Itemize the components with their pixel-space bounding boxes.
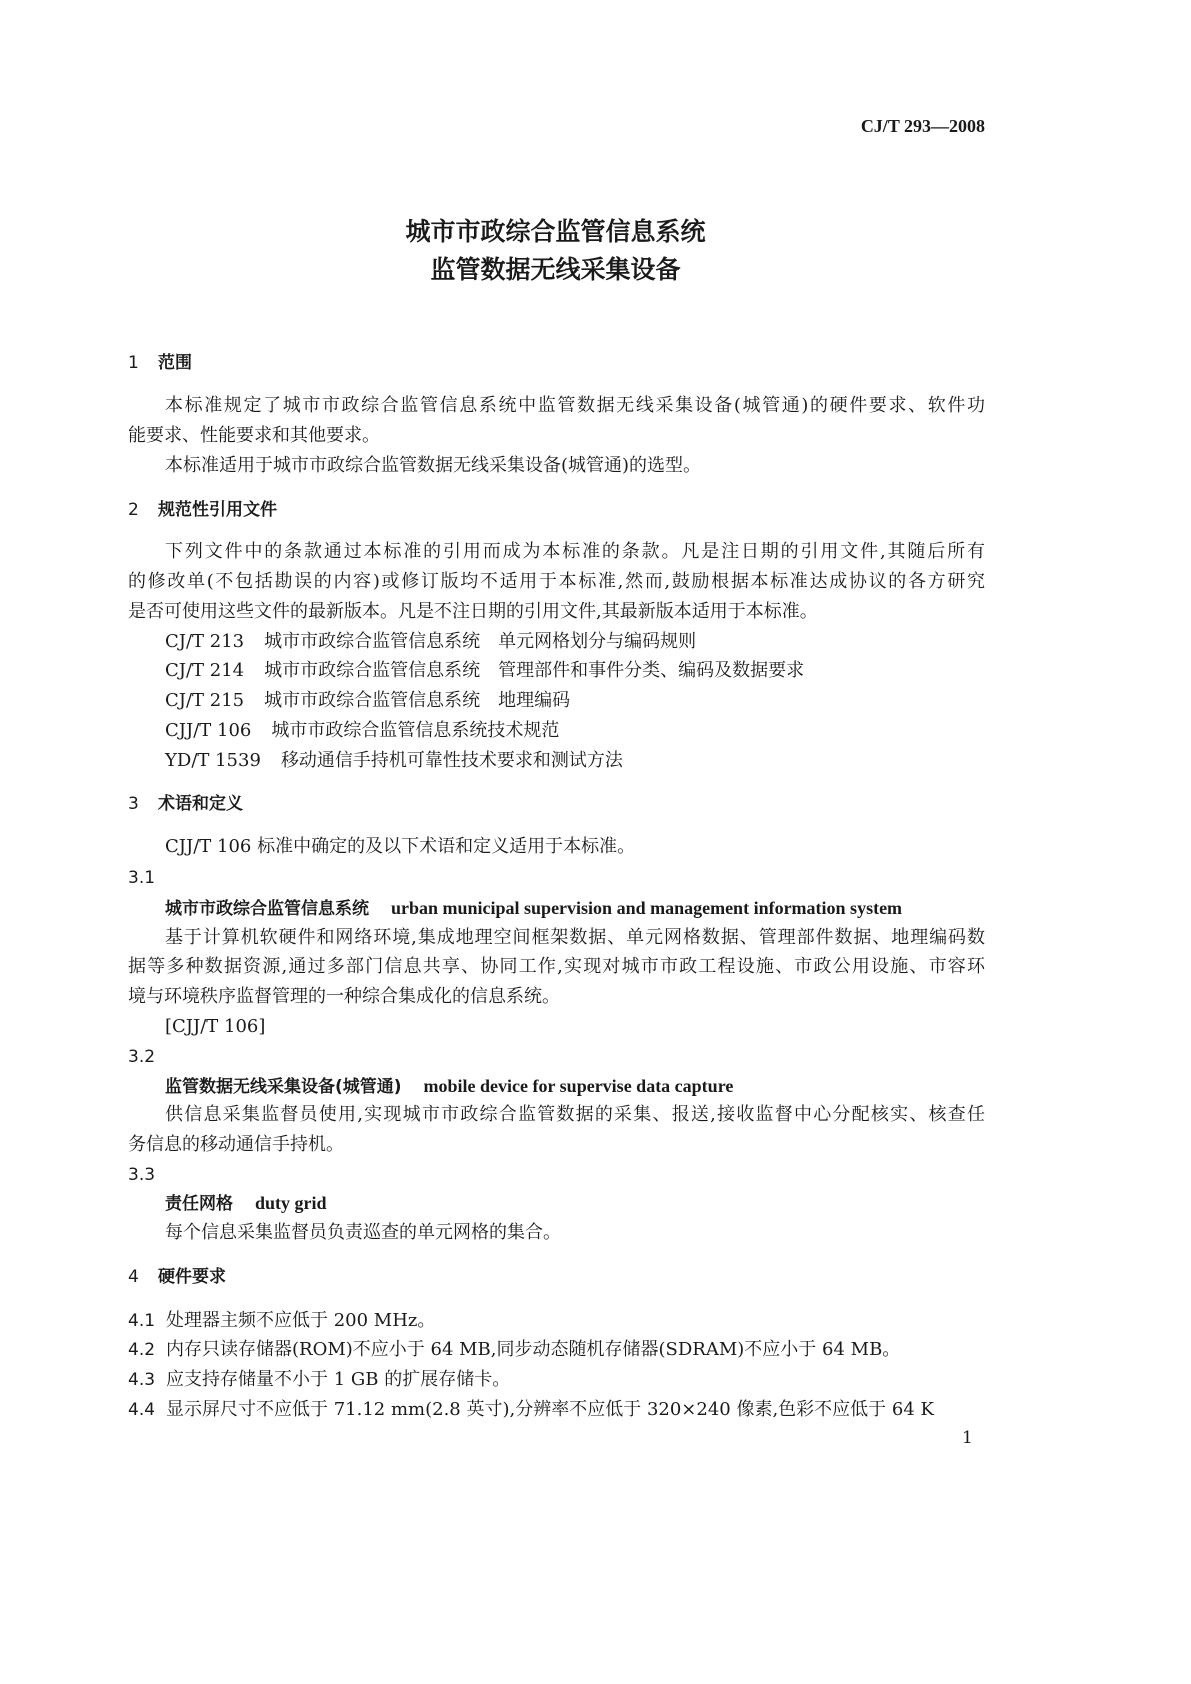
reference-item: [165, 657, 804, 685]
section-number: 1: [128, 353, 139, 373]
clause: [128, 1396, 934, 1424]
section-number: 3: [128, 794, 139, 814]
reference-title: 城市市政综合监管信息系统 单元网格划分与编码规则: [264, 631, 697, 652]
term-chinese: 责任网格: [165, 1194, 233, 1214]
reference-title: 城市市政综合监管信息系统 管理部件和事件分类、编码及数据要求: [264, 660, 805, 681]
document-title-line1: 城市市政综合监管信息系统: [405, 217, 706, 246]
paragraph-line: 的修改单(不包括勘误的内容)或修订版均不适用于本标准,然而,鼓励根据本标准达成协议的各方研究: [128, 571, 985, 592]
definition-line: 据等多种数据资源,通过多部门信息共享、协同工作,实现对城市市政工程设施、市政公用设施、市容环: [128, 956, 985, 977]
reference-item: [165, 717, 559, 745]
reference-item: [165, 747, 623, 775]
section-title: 术语和定义: [158, 794, 243, 814]
reference-title: 移动通信手持机可靠性技术要求和测试方法: [280, 750, 623, 771]
term-heading: [165, 894, 902, 923]
paragraph-line: 本标准规定了城市市政综合监管信息系统中监管数据无线采集设备(城管通)的硬件要求、软件功: [165, 395, 985, 416]
section-title: 范围: [158, 353, 192, 373]
reference-code: CJ/T 215: [165, 690, 245, 711]
section-2-heading: [128, 496, 277, 524]
reference-title: 城市市政综合监管信息系统 地理编码: [264, 690, 571, 711]
reference-title: 城市市政综合监管信息系统技术规范: [271, 720, 560, 741]
term-english: urban municipal supervision and management information system: [391, 898, 903, 918]
paragraph-line: 是否可使用这些文件的最新版本。凡是不注日期的引用文件,其最新版本适用于本标准。: [128, 601, 818, 622]
term-source: [CJJ/T 106]: [165, 1016, 266, 1037]
term-heading: [165, 1189, 327, 1218]
reference-code: YD/T 1539: [165, 750, 261, 771]
section-title: 硬件要求: [158, 1267, 226, 1287]
clause: [128, 1336, 900, 1364]
standard-number: CJ/T 293—2008: [860, 116, 985, 136]
reference-code: CJJ/T 106: [165, 720, 252, 741]
term-number: 3.2: [128, 1047, 156, 1067]
clause-number: 4.4: [128, 1400, 156, 1420]
section-number: 2: [128, 500, 139, 520]
section-number: 4: [128, 1267, 139, 1287]
definition-line: 境与环境秩序监督管理的一种综合集成化的信息系统。: [128, 986, 560, 1007]
reference-code: CJ/T 213: [165, 631, 245, 652]
definition-line: 务信息的移动通信手持机。: [128, 1134, 344, 1155]
term-heading: [165, 1072, 733, 1101]
document-title-line2: 监管数据无线采集设备: [430, 255, 681, 284]
clause-text: 显示屏尺寸不应低于 71.12 mm(2.8 英寸),分辨率不应低于 320×240 像素,色彩不应低于 64 K: [166, 1399, 934, 1420]
term-english: duty grid: [255, 1193, 327, 1213]
paragraph-line: CJJ/T 106 标准中确定的及以下术语和定义适用于本标准。: [165, 836, 636, 857]
reference-item: [165, 628, 696, 656]
clause-number: 4.2: [128, 1340, 156, 1360]
term-chinese: 城市市政综合监管信息系统: [165, 899, 369, 919]
clause-number: 4.1: [128, 1311, 156, 1331]
section-1-heading: [128, 349, 192, 377]
term-number: 3.1: [128, 868, 156, 888]
clause-text: 处理器主频不应低于 200 MHz。: [166, 1310, 436, 1331]
definition-line: 供信息采集监督员使用,实现城市市政综合监管数据的采集、报送,接收监督中心分配核实、核查任: [165, 1104, 985, 1125]
paragraph-line: 能要求、性能要求和其他要求。: [128, 425, 380, 446]
section-4-heading: [128, 1263, 226, 1291]
definition-line: 基于计算机软硬件和网络环境,集成地理空间框架数据、单元网格数据、管理部件数据、地理编码数: [165, 927, 985, 948]
section-3-heading: [128, 790, 243, 818]
clause-number: 4.3: [128, 1370, 156, 1390]
definition-line: 每个信息采集监督员负责巡查的单元网格的集合。: [165, 1222, 561, 1243]
clause-text: 内存只读存储器(ROM)不应小于 64 MB,同步动态随机存储器(SDRAM)不应小于 64 MB。: [166, 1339, 901, 1360]
section-title: 规范性引用文件: [158, 500, 277, 520]
term-english: mobile device for supervise data capture: [423, 1076, 734, 1096]
paragraph-line: 下列文件中的条款通过本标准的引用而成为本标准的条款。凡是注日期的引用文件,其随后所有: [165, 541, 985, 562]
reference-item: [165, 687, 570, 715]
clause-text: 应支持存储量不小于 1 GB 的扩展存储卡。: [166, 1369, 511, 1390]
clause: [128, 1366, 510, 1394]
clause: [128, 1307, 435, 1335]
paragraph-line: 本标准适用于城市市政综合监管数据无线采集设备(城管通)的选型。: [165, 455, 702, 476]
reference-code: CJ/T 214: [165, 660, 245, 681]
term-chinese: 监管数据无线采集设备(城管通): [165, 1077, 402, 1097]
page-number: 1: [962, 1428, 973, 1448]
term-number: 3.3: [128, 1165, 156, 1185]
